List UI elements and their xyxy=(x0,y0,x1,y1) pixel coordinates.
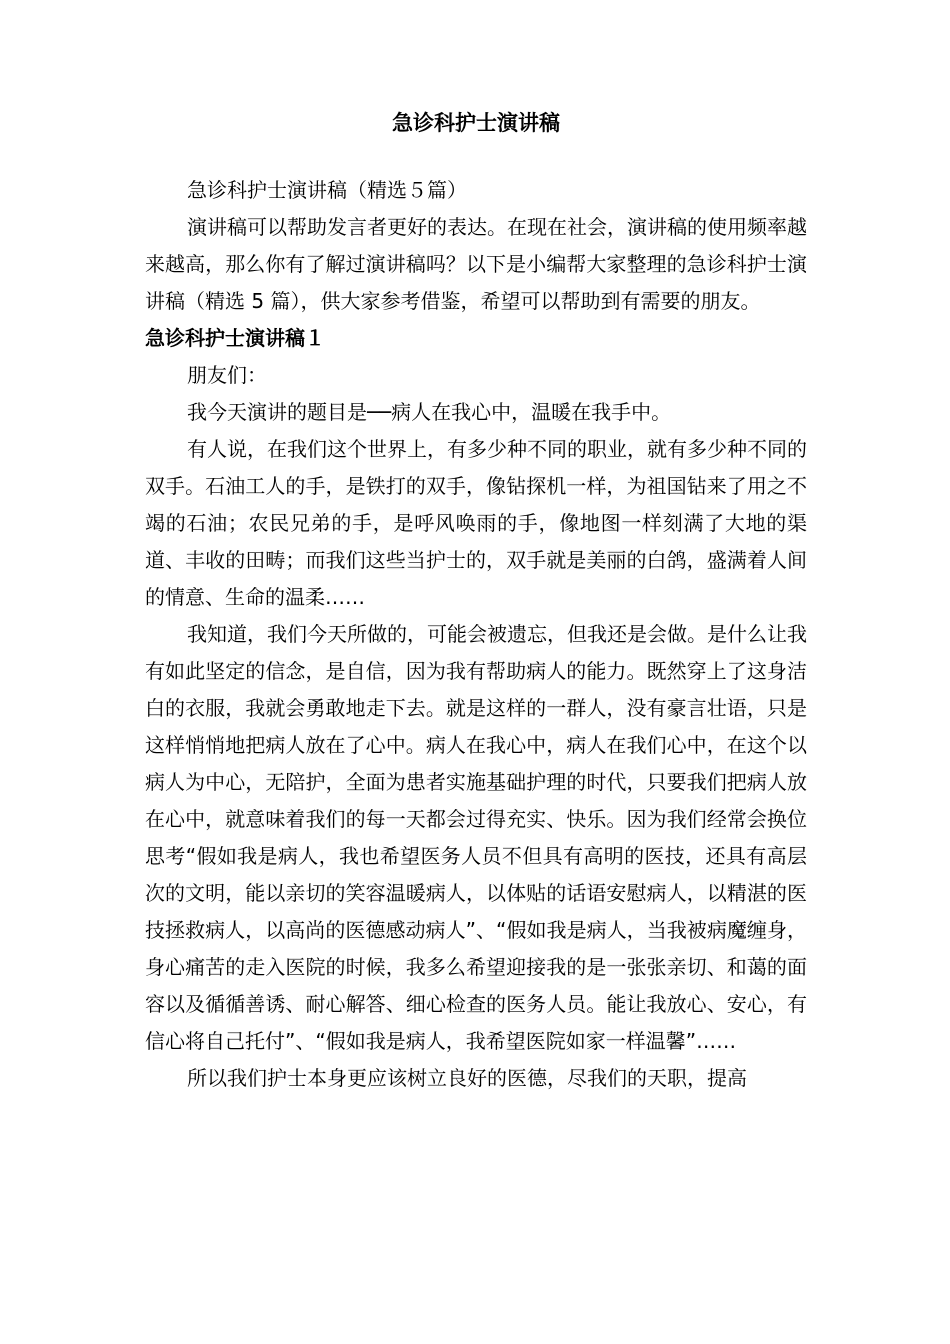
body-paragraph-belief: 我知道，我们今天所做的，可能会被遗忘，但我还是会做。是什么让我有如此坚定的信念，是自信，因为我有帮助病人的能力。既然穿上了这身洁白的衣服，我就会勇敢地走下去。就是这样的一群人，没有豪言壮语，只是这样悄悄地把病人放在了心中。病人在我心中，病人在我们心中，在这个以病人为中心，无陪护，全面为患者实施基础护理的时代，只要我们把病人放在心中，就意味着我们的每一天都会过得充实、快乐。因为我们经常会换位思考“假如我是病人，我也希望医务人员不但具有高明的医技，还具有高层次的文明，能以亲切的笑容温暖病人，以体贴的话语安慰病人，以精湛的医技拯救病人，以高尚的医德感动病人”、“假如我是病人，当我被病魔缠身，身心痛苦的走入医院的时候，我多么希望迎接我的是一张张亲切、和蔼的面容以及循循善诱、耐心解答、细心检查的医务人员。能让我放心、安心，有信心将自己托付”、“假如我是病人，我希望医院如家一样温馨”…… xyxy=(145,622,807,1053)
salutation-paragraph: 朋友们： xyxy=(187,363,267,387)
body-paragraph-ethics: 所以我们护士本身更应该树立良好的医德，尽我们的天职，提高 xyxy=(187,1066,747,1090)
intro-paragraph: 演讲稿可以帮助发言者更好的表达。在现在社会，演讲稿的使用频率越来越高，那么你有了解过演讲稿吗？以下是小编帮大家整理的急诊科护士演讲稿（精选 5 篇），供大家参考借鉴，希望可以帮助到有需要的朋友。 xyxy=(145,215,807,313)
document-page xyxy=(145,108,807,1097)
topic-paragraph: 我今天演讲的题目是──病人在我心中，温暖在我手中。 xyxy=(187,400,672,424)
document-title: 急诊科护士演讲稿 xyxy=(392,111,560,135)
document-subtitle: 急诊科护士演讲稿（精选５篇） xyxy=(187,178,467,202)
body-paragraph-hands: 有人说，在我们这个世界上，有多少种不同的职业，就有多少种不同的双手。石油工人的手，是铁打的双手，像钻探机一样，为祖国钻来了用之不竭的石油；农民兄弟的手，是呼风唤雨的手，像地图一样刻满了大地的渠道、丰收的田畴；而我们这些当护士的，双手就是美丽的白鸽，盛满着人间的情意、生命的温柔…… xyxy=(145,437,807,609)
section-heading: 急诊科护士演讲稿１ xyxy=(145,326,325,350)
